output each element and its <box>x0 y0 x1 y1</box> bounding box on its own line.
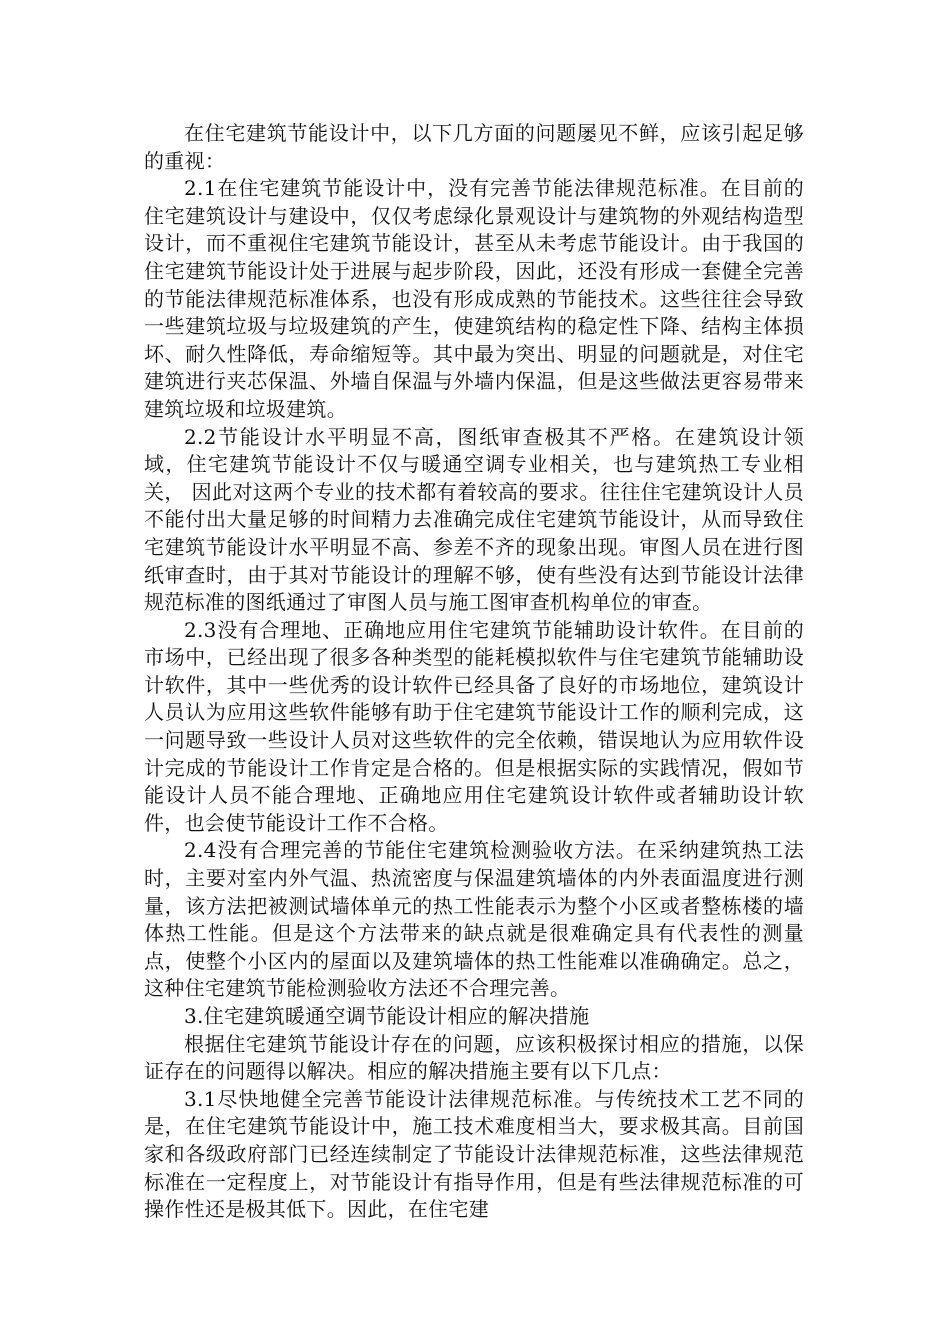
paragraph-2-4: 2.4没有合理完善的节能住宅建筑检测验收方法。在采纳建筑热工法时，主要对室内外气温、热流密度与保温建筑墙体的内外表面温度进行测量，该方法把被测试墙体单元的热工性能表示为整个小区或者整栋楼的墙体热工性能。但是这个方法带来的缺点就是很难确定具有代表性的测量点，使整个小区内的屋面以及建筑墙体的热工性能难以准确确定。总之，这种住宅建筑节能检测验收方法还不合理完善。 <box>144 838 804 1001</box>
paragraph-2-3: 2.3没有合理地、正确地应用住宅建筑节能辅助设计软件。在目前的市场中，已经出现了很多各种类型的能耗模拟软件与住宅建筑节能辅助设计软件，其中一些优秀的设计软件已经具备了良好的市场地位，建筑设计人员认为应用这些软件能够有助于住宅建筑节能设计工作的顺利完成，这一问题导致一些设计人员对这些软件的完全依赖，错误地认为应用软件设计完成的节能设计工作肯定是合格的。但是根据实际的实践情况，假如节能设计人员不能合理地、正确地应用住宅建筑设计软件或者辅助设计软件，也会使节能设计工作不合格。 <box>144 617 804 835</box>
document-body <box>144 120 804 1224</box>
section-heading-3: 3.住宅建筑暖通空调节能设计相应的解决措施 <box>184 1004 590 1028</box>
paragraph-intro: 在住宅建筑节能设计中，以下几方面的问题屡见不鲜，应该引起足够的重视： <box>144 121 804 173</box>
paragraph-2-1: 2.1在住宅建筑节能设计中，没有完善节能法律规范标准。在目前的住宅建筑设计与建设中，仅仅考虑绿化景观设计与建筑物的外观结构造型设计，而不重视住宅建筑节能设计，甚至从未考虑节能设计。由于我国的住宅建筑节能设计处于进展与起步阶段，因此，还没有形成一套健全完善的节能法律规范标准体系，也没有形成成熟的节能技术。这些往往会导致一些建筑垃圾与垃圾建筑的产生，使建筑结构的稳定性下降、结构主体损坏、耐久性降低，寿命缩短等。其中最为突出、明显的问题就是，对住宅建筑进行夹芯保温、外墙自保温与外墙内保温，但是这些做法更容易带来建筑垃圾和垃圾建筑。 <box>144 176 804 421</box>
paragraph-2-2: 2.2节能设计水平明显不高，图纸审查极其不严格。在建筑设计领域，住宅建筑节能设计不仅与暖通空调专业相关，也与建筑热工专业相关， 因此对这两个专业的技术都有着较高的要求。往往住宅建筑设计人员不能付出大量足够的时间精力去准确完成住宅建筑节能设计，从而导致住宅建筑节能设计水平明显不高、参差不齐的现象出现。审图人员在进行图纸审查时，由于其对节能设计的理解不够，使有些没有达到节能设计法律规范标准的图纸通过了审图人员与施工图审查机构单位的审查。 <box>144 424 804 615</box>
paragraph-3-intro: 根据住宅建筑节能设计存在的问题，应该积极探讨相应的措施，以保证存在的问题得以解决。相应的解决措施主要有以下几点： <box>144 1031 804 1084</box>
paragraph-3-1: 3.1尽快地健全完善节能设计法律规范标准。与传统技术工艺不同的是，在住宅建筑节能设计中，施工技术难度相当大，要求极其高。目前国家和各级政府部门已经连续制定了节能设计法律规范标准，这些法律规范标准在一定程度上，对节能设计有指导作用，但是有些法律规范标准的可操作性还是极其低下。因此，在住宅建 <box>144 1086 804 1222</box>
